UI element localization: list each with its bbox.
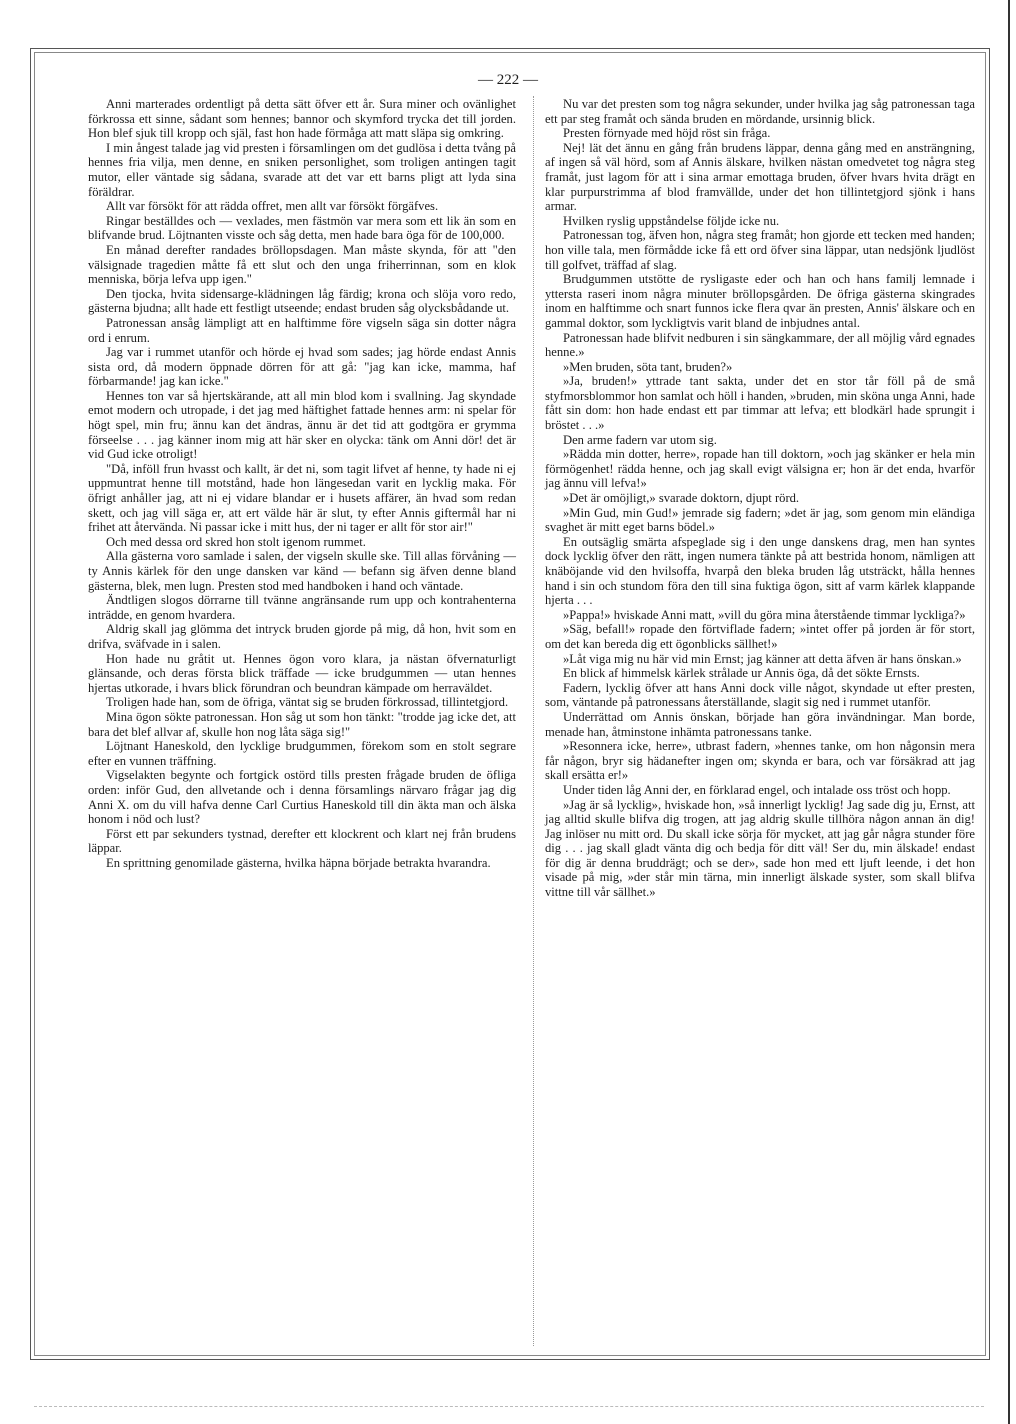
left-column (88, 97, 516, 870)
bottom-rule (34, 1406, 984, 1407)
paragraph: Patronessan tog, äfven hon, några steg framåt; hon gjorde ett tecken med handen; hon ville tala, men förmådde icke få ett ord öfver sina läppar, utan nedsjönk ljudlöst till golfvet, träffad af slag. (545, 228, 975, 272)
paragraph: Den tjocka, hvita sidensarge-klädningen låg färdig; krona och slöja voro redo, gästerna bjudna; allt hade ett festligt utseende; endast bruden såg olycksbådande ut. (88, 286, 516, 316)
paragraph: »Men bruden, söta tant, bruden?» (563, 359, 733, 374)
paragraph: Mina ögon sökte patronessan. Hon såg ut som hon tänkt: "trodde jag icke det, att bara det blef allvar af, skulle hon nog låta säga sig!" (88, 709, 516, 739)
paragraph: Den arme fadern var utom sig. (563, 432, 717, 447)
paragraph: »Det är omöjligt,» svarade doktorn, djupt rörd. (563, 491, 800, 506)
paragraph: Aldrig skall jag glömma det intryck bruden gjorde på mig, då hon, hvit som en drifva, sväfvade in i salen. (88, 622, 516, 651)
paragraph: Fadern, lycklig öfver att hans Anni dock ville något, skyndade ut efter presten, som, väntande på patronessans återställande, slagit sig ned i rummet utanför. (545, 680, 975, 710)
paragraph: Först ett par sekunders tystnad, derefter ett klockrent och klart nej från brudens läppar. (88, 826, 516, 856)
paragraph: Ändtligen slogos dörrarne till tvänne angränsande rum upp och kontrahenterna inträdde, en genom hvardera. (88, 593, 516, 622)
right-column (545, 97, 975, 900)
paragraph: Alla gästerna voro samlade i salen, der vigseln skulle ske. Till allas förvåning — ty Annis kärlek för den unge dansken var känd — befann sig äfven denne bland gästerna, blek, men lugn. Presten stod med handboken i hand och väntade. (88, 549, 516, 593)
paragraph: Under tiden låg Anni der, en förklarad engel, och intalade oss tröst och hopp. (563, 782, 951, 797)
paragraph: "Då, inföll frun hvasst och kallt, är det ni, som tagit lifvet af henne, ty hade ni ej uppmuntrat henne till motstånd, hade hon längesedan varit en lycklig maka. För öfrigt anhåller jag, att ni ej vidare blandar er i husets affärer, än hvad som redan skett, och jag vill säga er, att ert välde här är slut, ty efter Annis giftermål har ni frihet att återvända. Ni passar icke i mitt hus, der ni tager er allt för stor air!" (88, 461, 516, 535)
paragraph: Troligen hade han, som de öfriga, väntat sig se bruden förkrossad, tillintetgjord. (106, 695, 509, 710)
page-number: — 222 — (478, 72, 538, 88)
paragraph: Nu var det presten som tog några sekunder, under hvilka jag såg patronessan taga ett par steg framåt och sända bruden en mördande, ursinnig blick. (545, 97, 975, 126)
paragraph: En månad derefter randades bröllopsdagen. Man måste skynda, för att "den välsignade tragedien måtte få ett slut och den unga friherrinnan, som en klok menniska, börja lefva upp igen." (88, 242, 516, 287)
paragraph: Patronessan hade blifvit nedburen i sin sängkammare, der all möjlig vård egnades henne.» (545, 330, 975, 360)
paragraph: En outsäglig smärta afspeglade sig i den unge danskens drag, men han syntes dock lycklig öfver den rätt, ingen numera tänkte på att bestrida honom, nämligen att knäböjande vid den hvilsoffa, hvarpå den bleka bruden låg utsträckt, hålla hennes hand i sin och stundom föra den till sina fuktiga ögon, sitt af varm kärlek klappande hjerta . . . (545, 534, 975, 608)
paragraph: »Min Gud, min Gud!» jemrade sig fadern; »det är jag, som genom min eländiga svaghet är mitt eget barns bödel.» (545, 505, 975, 535)
paragraph: Löjtnant Haneskold, den lycklige brudgummen, förekom som en stolt segrare efter en vunnen träffning. (88, 739, 516, 768)
paragraph: I min ångest talade jag vid presten i församlingen om det gudlösa i detta tvång på hennes fria vilja, men denne, en sniken personlighet, som troligen antingen tagit mutor, eller väntade sig sådana, svarade att det var ett barns pligt att lyda sina föräldrar. (88, 140, 516, 199)
page-edge-line (1008, 0, 1010, 1424)
paragraph: »Ja, bruden!» yttrade tant sakta, under det en stor tår föll på de små styfmorsblommor hon samlat och höll i handen, »bruden, min sköna unga Anni, hade fått sin dom: hon hade endast ett par timmar att lefva; ett blodkärl hade sprungit i bröstet . . .» (545, 374, 975, 433)
paragraph: »Låt viga mig nu här vid min Ernst; jag känner att detta äfven är hans önskan.» (563, 651, 962, 666)
paragraph: Anni marterades ordentligt på detta sätt öfver ett år. Sura miner och ovänlighet förkrossa ett sinne, sådant som hennes; bannor och skymford trycka det till jorden. Hon blef sjuk till kropp och själ, fast hon hade förmåga att matt släpa sig omkring. (88, 97, 516, 141)
paragraph: »Jag är så lycklig», hviskade hon, »så innerligt lycklig! Jag sade dig ju, Ernst, att jag alltid skulle blifva dig trogen, att jag aldrig skulle tillhöra någon annan än dig! Jag inlöser nu mitt ord. Du skall icke sörja för mycket, att jag går några stunder före dig . . . jag skall gladt vänta dig och bedja för ditt väl! Ser du, min älskade! endast för dig är denna bruddrägt; och se der», sade hon med ett ljuft leende, i det hon visade på mig, »der står min tärna, min innerligt älskade syster, som skall blifva vittne till vår sällhet.» (545, 797, 975, 900)
paragraph: Nej! lät det ännu en gång från brudens läppar, denna gång med en ansträngning, af ingen så väl hörd, som af Annis älskare, hvilken nästan omedvetet tog några steg framåt, just lagom för att i sina armar emottaga bruden, öfver hvars hvita drägt en klar purpurstrimma af blod framvällde, under det hon tillintetgjord sjönk i hans armar. (545, 140, 975, 214)
paragraph: »Rädda min dotter, herre», ropade han till doktorn, »och jag skänker er hela min förmögenhet! rädda henne, och jag skall evigt välsigna er; hon är det enda, hvarför jag ännu vill lefva!» (545, 447, 975, 491)
paragraph: Ringar beställdes och — vexlades, men fästmön var mera som ett lik än som en blifvande brud. Löjtnanten visste och såg detta, men hade bara öga för de 100,000. (88, 213, 516, 243)
paragraph: Allt var försökt för att rädda offret, men allt var försökt förgäfves. (106, 199, 439, 214)
paragraph: Jag var i rummet utanför och hörde ej hvad som sades; jag hörde endast Annis sista ord, då modern öppnade dörren för att gå: "jag kan icke, mamma, haf förbarmande! jag kan icke." (88, 345, 516, 389)
paragraph: Vigselakten begynte och fortgick ostörd tills presten frågade bruden de öfliga orden: inför Gud, den allvetande och i denna församlings närvaro frågar jag dig Anni X. om du vill hafva denne Carl Curtius Haneskold till din äkta man och älska honom i nöd och lust? (88, 768, 516, 827)
paragraph: Hvilken ryslig uppståndelse följde icke nu. (563, 213, 780, 228)
paragraph: En sprittning genomilade gästerna, hvilka häpna började betrakta hvarandra. (106, 855, 491, 870)
paragraph: »Pappa!» hviskade Anni matt, »vill du göra mina återstående timmar lyckliga?» (563, 607, 966, 622)
paragraph: Hon hade nu gråtit ut. Hennes ögon voro klara, ja nästan öfvernaturligt glänsande, och deras första blick träffade — icke brudgummen — utan hennes hjertas utkorade, i hvars blick förundran och beundran kämpade om herraväldet. (88, 651, 516, 695)
column-divider (533, 96, 534, 1346)
paragraph: »Resonnera icke, herre», utbrast fadern, »hennes tanke, om hon någonsin mera får någon, bryr sig hädanefter ingen om; skynda er bara, och var försäkrad att jag skall ersätta er!» (545, 739, 975, 783)
paragraph: Och med dessa ord skred hon stolt igenom rummet. (106, 534, 366, 549)
paragraph: Brudgummen utstötte de rysligaste eder och han och hans familj lemnade i yttersta raseri inom några minuter bröllopsgården. De öfriga gästerna skingrades inom en halftimme och snart funnos icke flera qvar än presten, Annis' älskare och en gammal doktor, som lyckligtvis varit bland de inbjudnes antal. (545, 272, 975, 330)
paragraph: Underrättad om Annis önskan, började han göra invändningar. Man borde, menade han, åtminstone inhämta patronessans tanke. (545, 709, 975, 739)
paragraph: »Säg, befall!» ropade den förtviflade fadern; »intet offer på jorden är för stort, om det kan bereda dig ett ögonblicks sällhet!» (545, 622, 975, 651)
paragraph: Presten förnyade med höjd röst sin fråga. (563, 126, 771, 141)
paragraph: Hennes ton var så hjertskärande, att all min blod kom i svallning. Jag skyndade emot modern och utropade, i det jag med häftighet fattade hennes arm: ni spelar för högt spel, min fru; ännu kan det ändras, ännu är det tid att godtgöra er grymma förseelse . . . jag känner inom mig att här sker en olycka: tänk om Anni dör! det är vid Gud icke otroligt! (88, 388, 516, 462)
paragraph: En blick af himmelsk kärlek strålade ur Annis öga, då det sökte Ernsts. (563, 666, 920, 681)
paragraph: Patronessan ansåg lämpligt att en halftimme före vigseln säga sin dotter några ord i enrum. (88, 315, 516, 345)
